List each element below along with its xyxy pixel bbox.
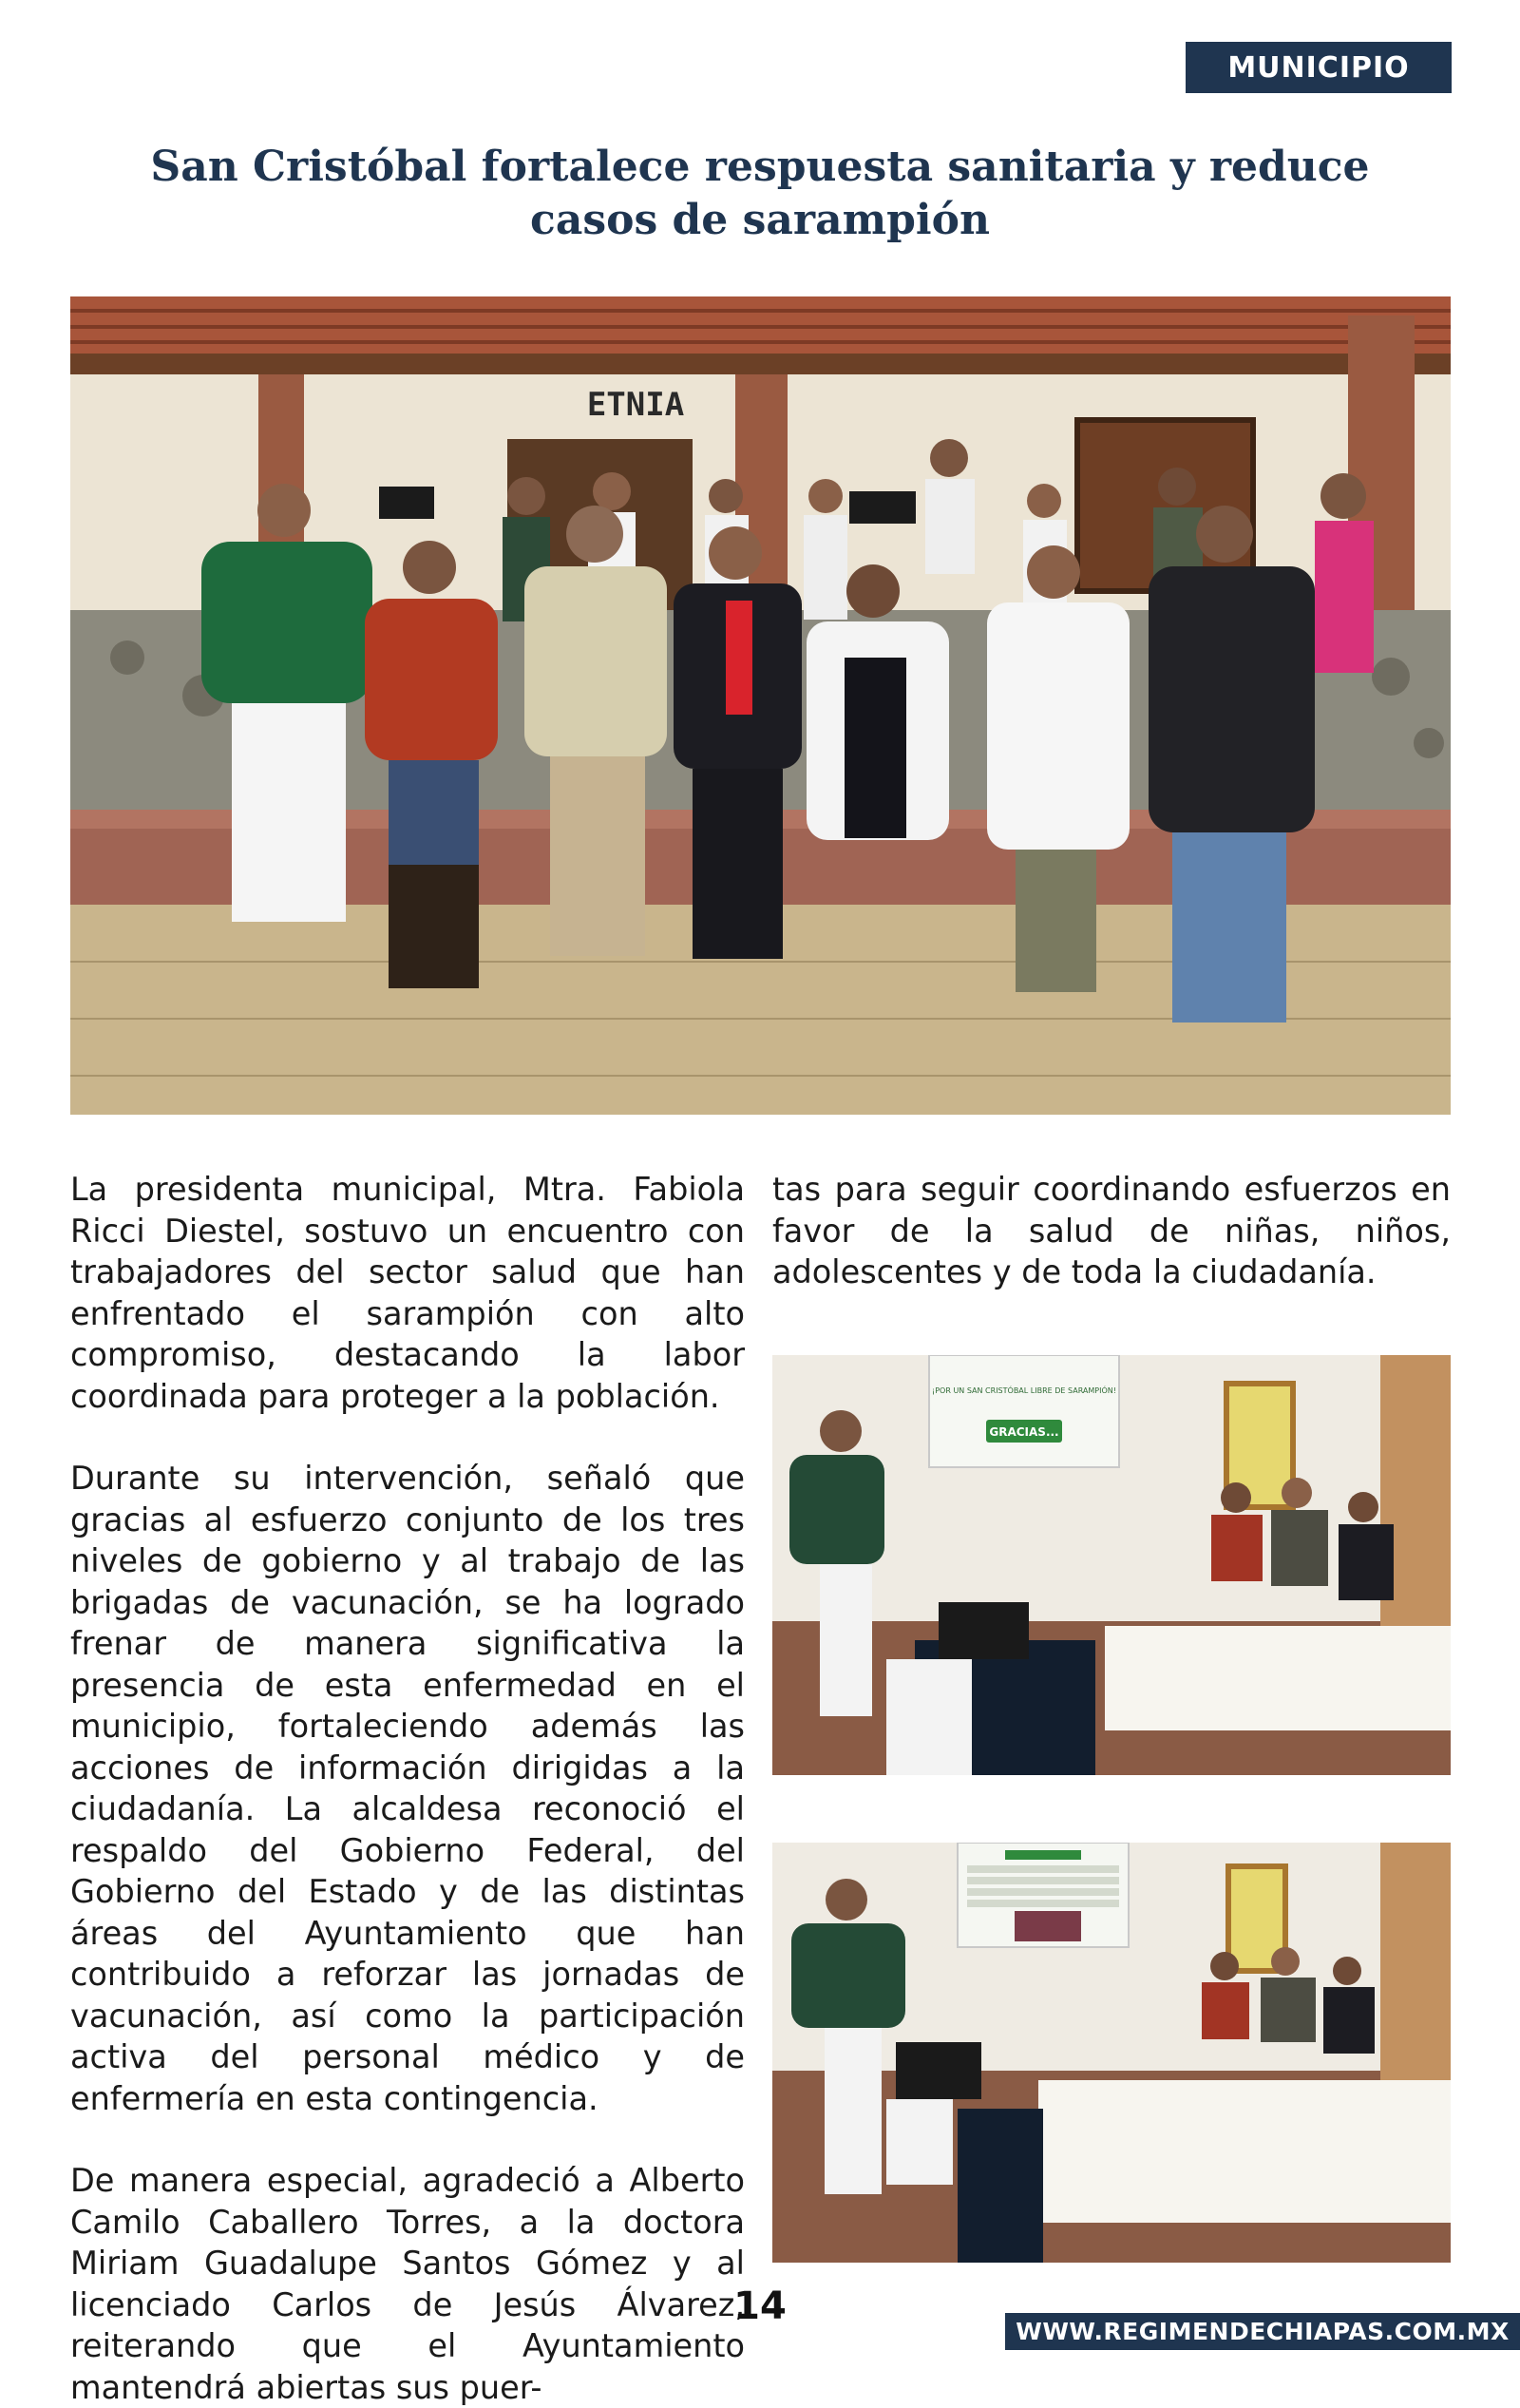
website-link[interactable]: WWW.REGIMENDECHIAPAS.COM.MX [1005,2313,1520,2350]
group-photo [70,296,1451,1115]
screen-heading: ¡POR UN SAN CRISTÓBAL LIBRE DE SARAMPIÓN! [932,1386,1116,1395]
article-paragraph-1: La presidenta municipal, Mtra. Fabiola Ricci Diestel, sostuvo un encuentro con trabajadores del sector salud que han enfrentado el sarampión con alto compromiso, destacando la labor coordinada para proteger a la población. [70,1171,745,1415]
article-paragraph-2: Durante su intervención, señaló que gracias al esfuerzo conjunto de los tres niveles de gobierno y al trabajo de las brigadas de vacunación, se ha logrado frenar de manera significativa la presencia de esta enfermedad en el municipio, fortaleciendo además las acciones de información dirigidas a la ciudadanía. La alcaldesa reconoció el respaldo del Gobierno Federal, del Gobierno del Estado y de las distintas áreas del Ayuntamiento que han contribuido a reforzar las jornadas de vacunación, así como la participación activa del personal médico y de enfermería en esta contingencia. [70,1460,745,2117]
svg-text:ETNIA: ETNIA [586,386,685,424]
article-title: San Cristóbal fortalece respuesta sanitaria y reduce casos de sarampión [150,143,1370,244]
article-column-left [70,1169,745,2408]
section-label: MUNICIPIO [1186,42,1452,93]
page-number: 14 [733,2284,787,2328]
presentation-photo-2 [772,1843,1451,2263]
screen-button: GRACIAS... [989,1425,1059,1439]
presentation-photo-1 [772,1355,1451,1775]
article-paragraph-3: De manera especial, agradeció a Alberto Camilo Caballero Torres, a la doctora Miriam Guadalupe Santos Gómez y al licenciado Carlos de Jesús Álvarez, reiterando que el Ayuntamiento mantendrá abiertas sus puer- [70,2162,745,2406]
article-paragraph-3-continued: tas para seguir coordinando esfuerzos en favor de la salud de niñas, niños, adolescentes y de toda la ciudadanía. [772,1171,1451,1290]
article-column-right [772,1169,1451,1334]
building-sign [587,386,684,424]
